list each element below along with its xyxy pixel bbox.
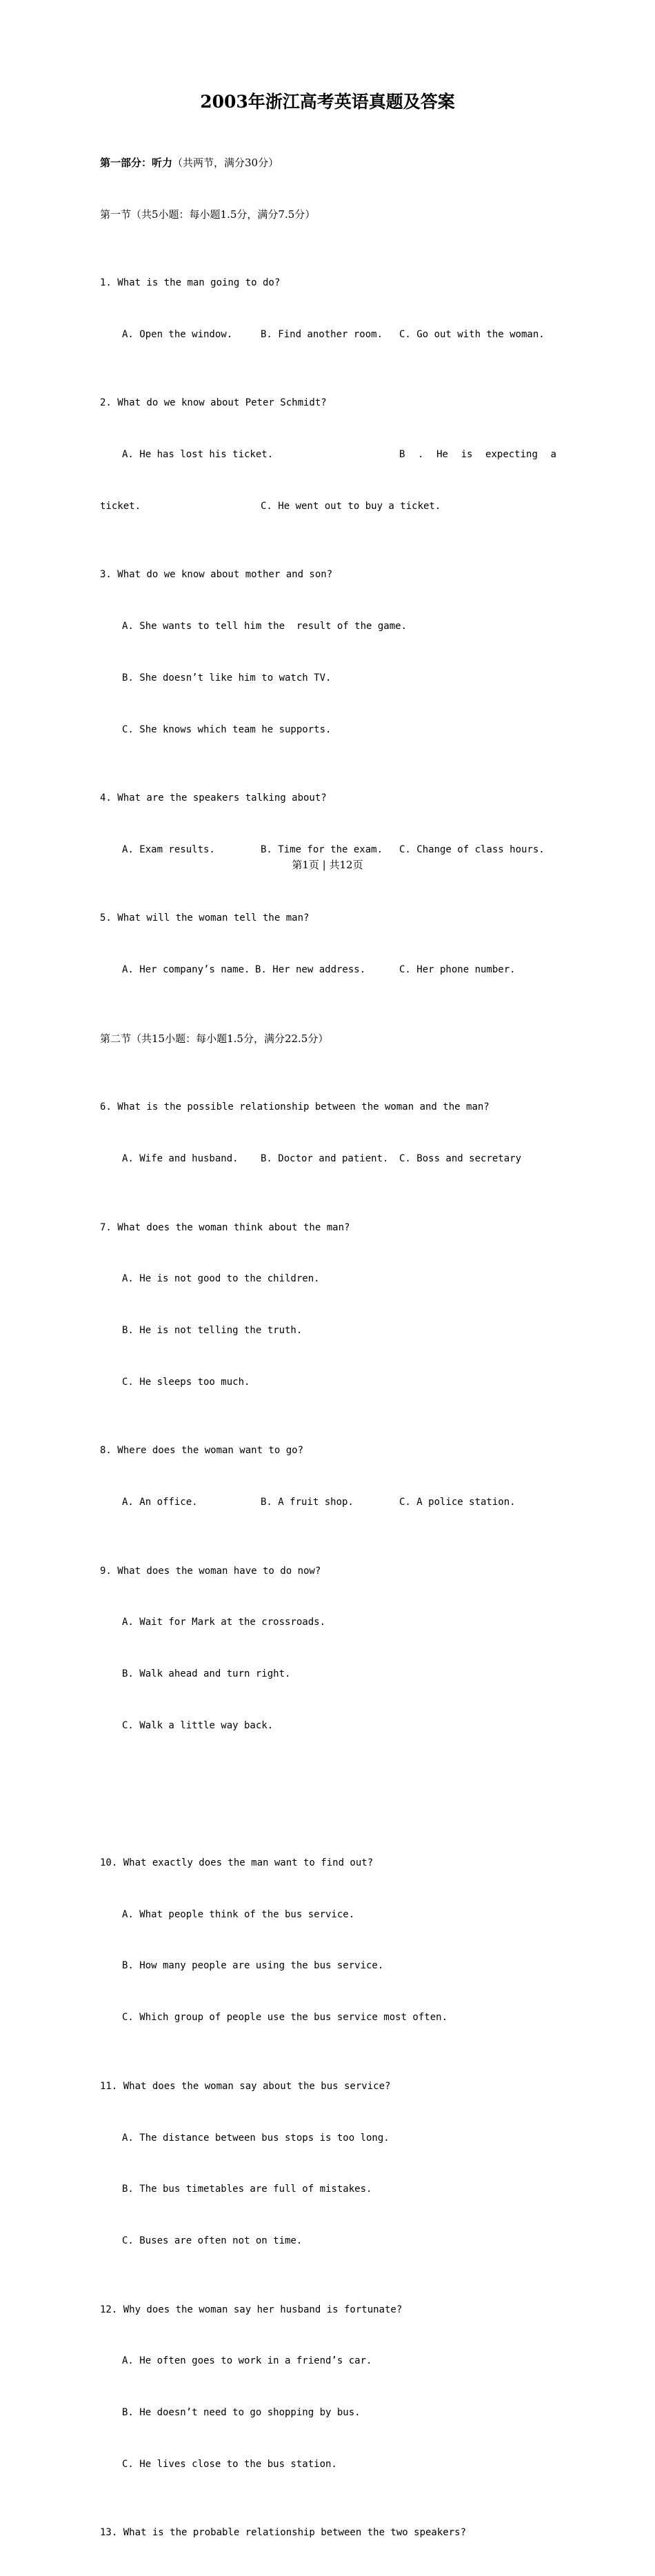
question-stem-2: 2. What do we know about Peter Schmidt?	[100, 397, 327, 409]
option-a: A. He is not good to the children.	[122, 1273, 320, 1285]
document-title: 2003年浙江高考英语真题及答案	[200, 92, 455, 112]
question-options-8	[100, 1494, 562, 1511]
option-c: C. He went out to buy a ticket.	[261, 500, 441, 512]
section-heading-2: 第二节（共15小题：每小题1.5分，满分22.5分）	[100, 1032, 329, 1045]
option-a: A. He often goes to work in a friend’s car.	[122, 2355, 372, 2367]
option-a: A. Open the window.	[122, 328, 233, 340]
question-stem-1: 1. What is the man going to do?	[100, 277, 281, 289]
question-options-2-cont	[100, 498, 562, 515]
section-heading-1: 第一节（共5小题：每小题1.5分，满分7.5分）	[100, 208, 316, 221]
option-b-continued: ticket.	[100, 500, 141, 512]
option-a: A. He has lost his ticket.	[122, 449, 274, 461]
part-heading	[100, 154, 562, 172]
question-stem-12: 12. Why does the woman say her husband is fortunate?	[100, 2304, 403, 2315]
question-stem-9: 9. What does the woman have to do now?	[100, 1565, 321, 1577]
option-a: A. Wife and husband.	[122, 1153, 239, 1165]
option-b: B. He doesn’t need to go shopping by bus.	[122, 2406, 361, 2418]
option-b: B. Walk ahead and turn right.	[122, 1668, 291, 1680]
option-b	[399, 446, 562, 463]
question-options-6	[100, 1150, 562, 1168]
option-b: B. He is not telling the truth.	[122, 1325, 303, 1337]
blank-line	[100, 1786, 562, 1803]
option-b-part: expecting	[485, 449, 538, 461]
option-b: B. Time for the exam.	[261, 843, 383, 855]
option-b: B. Her new address.	[255, 964, 366, 976]
question-stem-11: 11. What does the woman say about the bus service?	[100, 2080, 391, 2092]
question-options-5	[100, 961, 562, 979]
question-stem-13: 13. What is the probable relationship between the two speakers?	[100, 2527, 467, 2539]
option-c: C. A police station.	[399, 1497, 516, 1508]
part-heading-bold: 第一部分：听力	[100, 156, 173, 169]
option-a: A. The distance between bus stops is too long.	[122, 2132, 390, 2144]
option-b: B. The bus timetables are full of mistakes.	[122, 2184, 372, 2195]
option-b: B. Doctor and patient.	[261, 1153, 389, 1165]
option-a: A. Exam results.	[122, 843, 215, 855]
option-b-part: a	[550, 449, 556, 461]
part-heading-rest: （共两节，满分30分）	[172, 156, 279, 169]
question-options-1	[100, 326, 562, 343]
question-options-2	[100, 446, 562, 463]
option-a: A. An office.	[122, 1497, 198, 1508]
question-stem-10: 10. What exactly does the man want to find out?	[100, 1857, 374, 1869]
option-c: C. Buses are often not on time.	[122, 2235, 303, 2246]
option-c: C. Her phone number.	[399, 964, 516, 976]
question-stem-7: 7. What does the woman think about the man?	[100, 1221, 350, 1233]
question-stem-5: 5. What will the woman tell the man?	[100, 912, 310, 924]
option-c: C. He lives close to the bus station.	[122, 2458, 337, 2470]
option-a: A. Wait for Mark at the crossroads.	[122, 1617, 326, 1628]
option-b-part: B	[399, 449, 405, 461]
question-stem-6: 6. What is the possible relationship between the woman and the man?	[100, 1101, 490, 1113]
option-c: C. She knows which team he supports.	[122, 723, 332, 735]
option-a: A. What people think of the bus service.	[122, 1908, 355, 1920]
exam-content	[100, 120, 562, 2576]
option-a: A. Her company’s name.	[122, 964, 250, 976]
option-b: B. Find another room.	[261, 328, 383, 340]
option-b-part: is	[461, 449, 473, 461]
option-b: B. A fruit shop.	[261, 1497, 354, 1508]
option-b: B. How many people are using the bus service.	[122, 1960, 384, 1972]
option-b-part: He	[436, 449, 448, 461]
option-b: B. She doesn’t like him to watch TV.	[122, 672, 332, 683]
option-c: C. Walk a little way back.	[122, 1719, 274, 1731]
option-c: C. Boss and secretary	[399, 1153, 522, 1165]
question-stem-8: 8. Where does the woman want to go?	[100, 1445, 304, 1457]
option-c: C. He sleeps too much.	[122, 1376, 250, 1388]
question-stem-3: 3. What do we know about mother and son?	[100, 569, 333, 581]
page-footer: 第1页 | 共12页	[292, 859, 363, 871]
question-stem-4: 4. What are the speakers talking about?	[100, 792, 327, 804]
option-c: C. Go out with the woman.	[399, 328, 545, 340]
option-b-part: .	[418, 449, 424, 461]
option-c: C. Which group of people use the bus service most often.	[122, 2012, 448, 2024]
option-a: A. She wants to tell him the result of the game.	[122, 621, 407, 632]
option-c: C. Change of class hours.	[399, 843, 545, 855]
